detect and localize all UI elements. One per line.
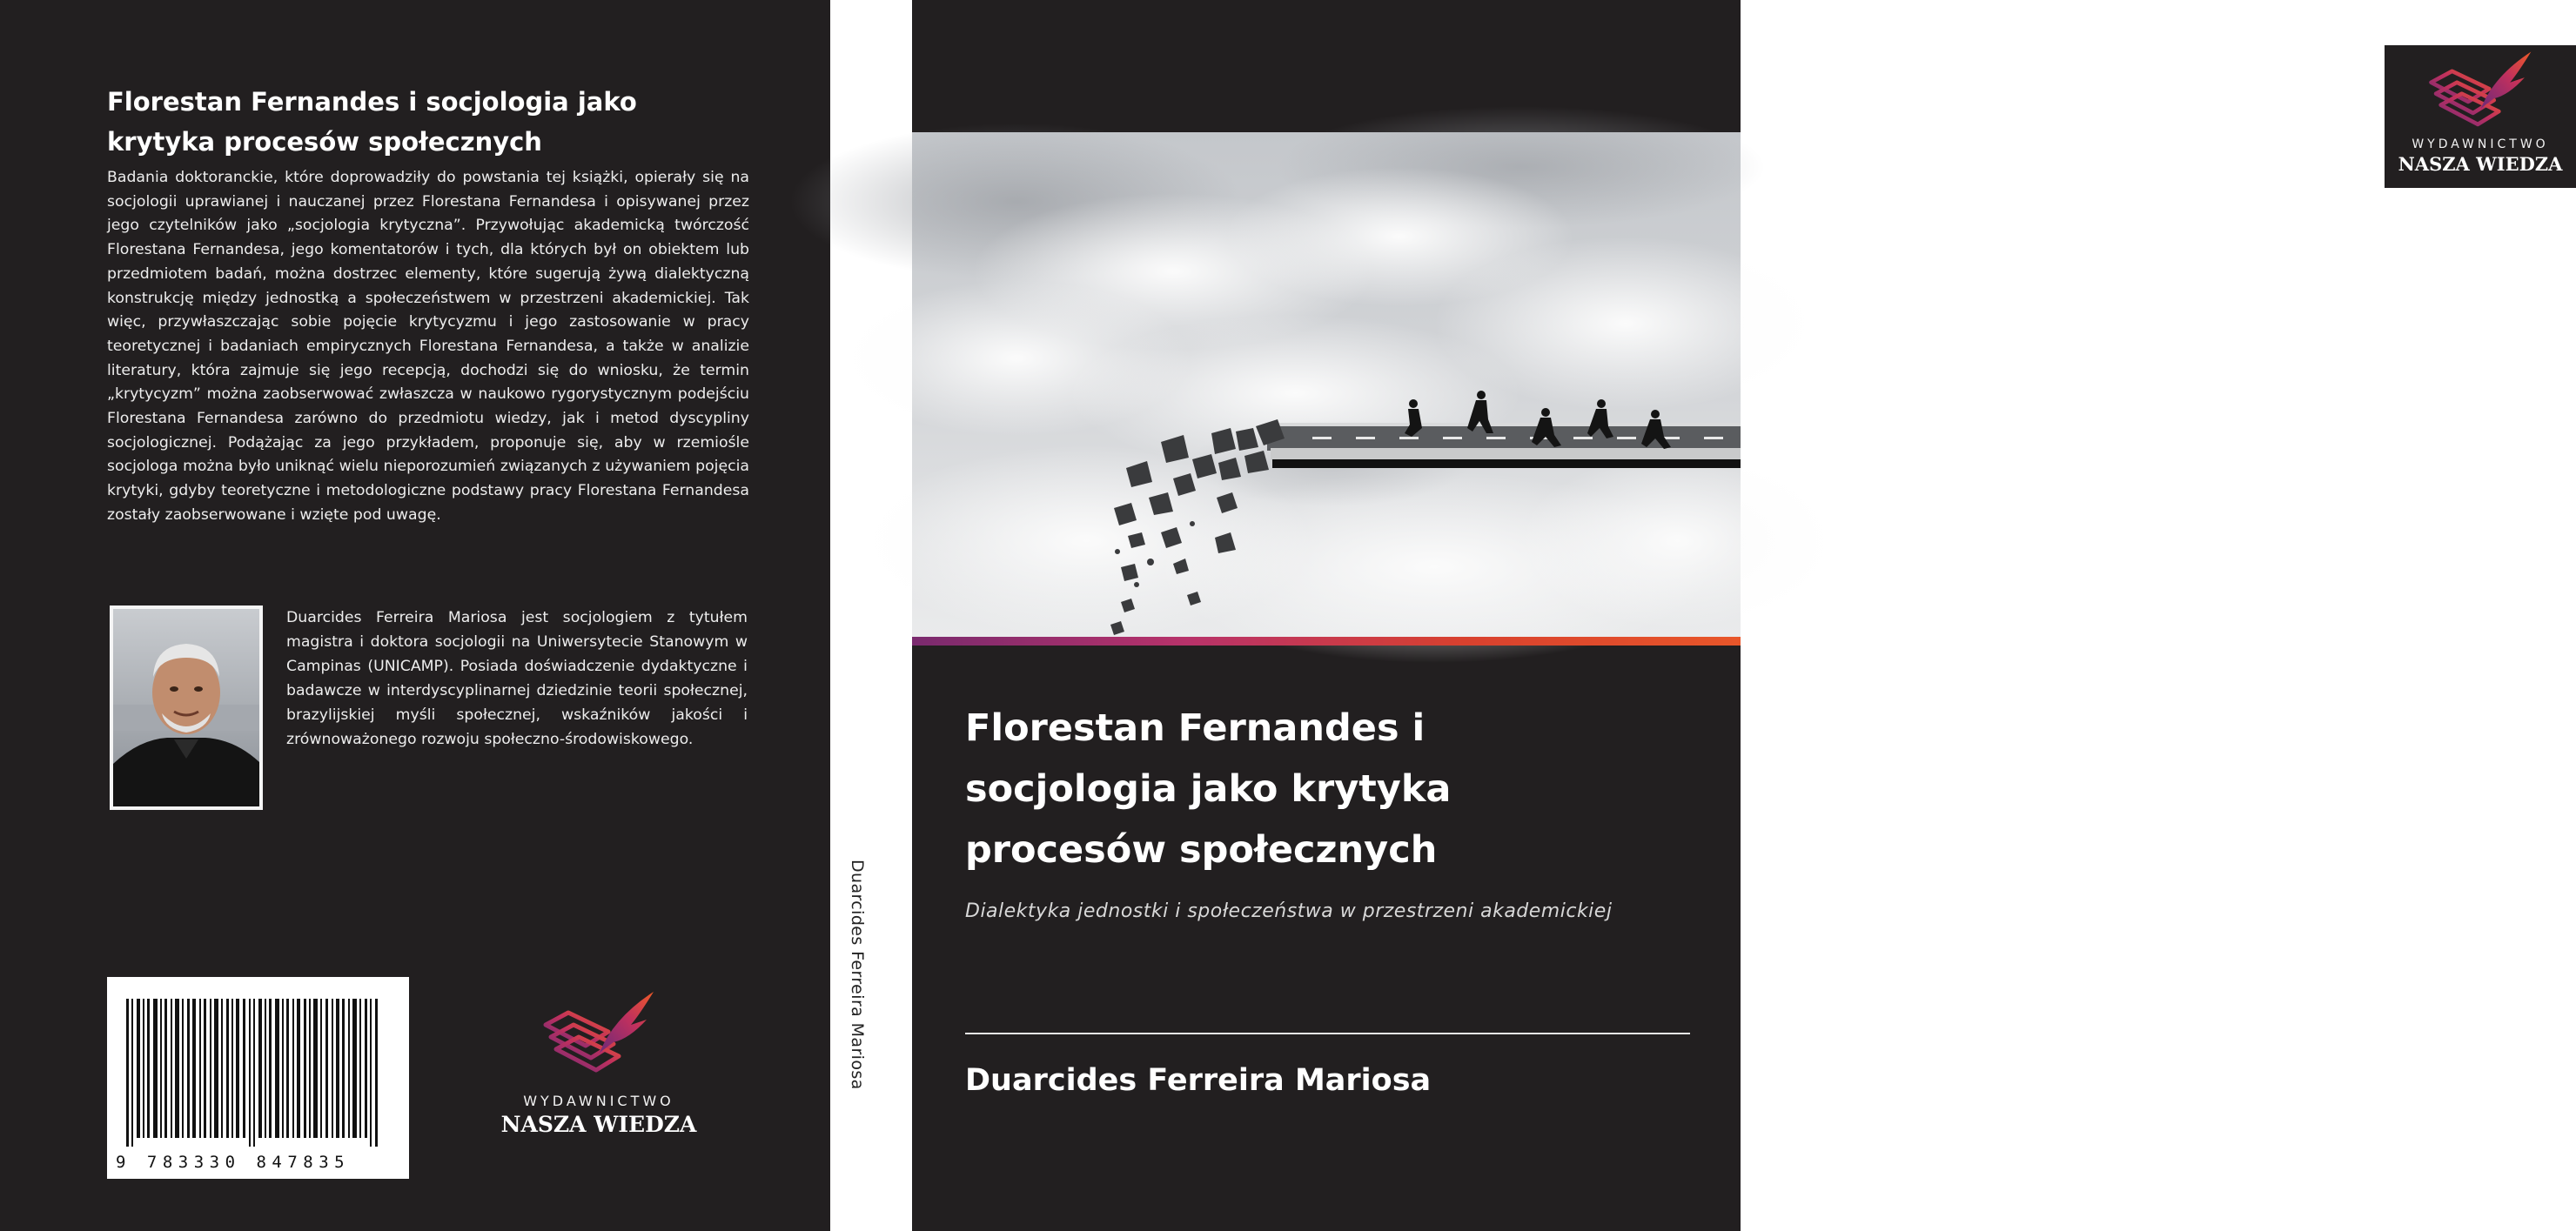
front-title-line-1: Florestan Fernandes i [965, 706, 1426, 750]
back-cover [0, 0, 830, 1231]
isbn-barcode [107, 977, 409, 1179]
accent-stripe [912, 637, 1741, 646]
publisher-logo-back [494, 983, 703, 1140]
front-cover-author: Duarcides Ferreira Mariosa [965, 1063, 1432, 1098]
publisher-small-text: WYDAWNICTWO [523, 1093, 674, 1109]
front-title-line-3: procesów społecznych [965, 828, 1438, 872]
front-title-line-2: socjologia jako krytyka [965, 767, 1452, 811]
back-title-line-1: Florestan Fernandes i socjologia jako [107, 87, 637, 117]
back-title-line-2: krytyka procesów społecznych [107, 127, 542, 157]
spine-author: Duarcides Ferreira Mariosa [848, 860, 867, 1090]
publisher-name: NASZA WIEDZA [500, 1112, 697, 1137]
cover-illustration [912, 132, 1741, 637]
publisher-small-text: WYDAWNICTWO [2412, 137, 2549, 151]
book-description: Badania doktoranckie, które doprowadziły do powstania tej książki, opierały się na socjologii uprawianej i nauczanej przez Florestana Fernandesa i opisywanej przez jego czytelników jako „socjologia krytyczna”. Przywołując akademicką twórczość Florestana Fernandesa, jego komentatorów i tych, dla których był on obiektem lub przedmiotem badań, można dostrzec elementy, które sugerują żywą dialektyczną konstrukcję między jednostką a społeczeństwem w przestrzeni akademickiej. Tak więc, przywłaszczając sobie pojęcie krytycyzmu i jego zastosowanie w pracy teoretycznej i badaniach empirycznych Florestana Fernandesa, a także w analizie literatury, która zajmuje się jego recepcją, dochodzi się do wniosku, że termin „krytycyzm” można zaobserwować zwłaszcza w naukowo rygorystycznym podejściu Florestana Fernandesa zarówno do przedmiotu wiedzy, jak i metod dyscypliny socjologicznej. Podążając za jego przykładem, proponuje się, aby w rzemiośle socjologa można było uniknąć wielu nieporozumień związanych z używaniem pojęcia krytyki, gdyby teoretyczne i metodologiczne podstawy pracy Florestana Fernandesa zostały zaobserwowane i wzięte pod uwagę. [107, 169, 749, 524]
book-feather-logo-icon [533, 987, 664, 1080]
front-cover [912, 0, 2563, 1231]
publisher-name: NASZA WIEDZA [2398, 153, 2563, 175]
divider [965, 1033, 1690, 1034]
barcode-icon [107, 977, 409, 1179]
author-bio: Duarcides Ferreira Mariosa jest socjologiem z tytułem magistra i doktora socjologii na Uniwersytecie Stanowym w Campinas (UNICAMP). Posiada doświadczenie dydaktyczne i badawcze w interdyscyplinarnej dziedzinie teorii społecznej, brazylijskiej myśli społecznej, wskaźników jakości i zrównoważonego rozwoju społeczno-środowiskowego. [286, 609, 748, 748]
front-cover-title [965, 698, 1714, 880]
front-cover-subtitle: Dialektyka jednostki i społeczeństwa w przestrzeni akademickiej [965, 900, 1613, 922]
book-feather-logo-icon [2419, 47, 2541, 134]
isbn-number: 9 783330 847835 [116, 1153, 351, 1172]
author-photo [110, 605, 263, 810]
back-cover-title [107, 82, 751, 162]
publisher-logo-front [2385, 45, 2576, 188]
